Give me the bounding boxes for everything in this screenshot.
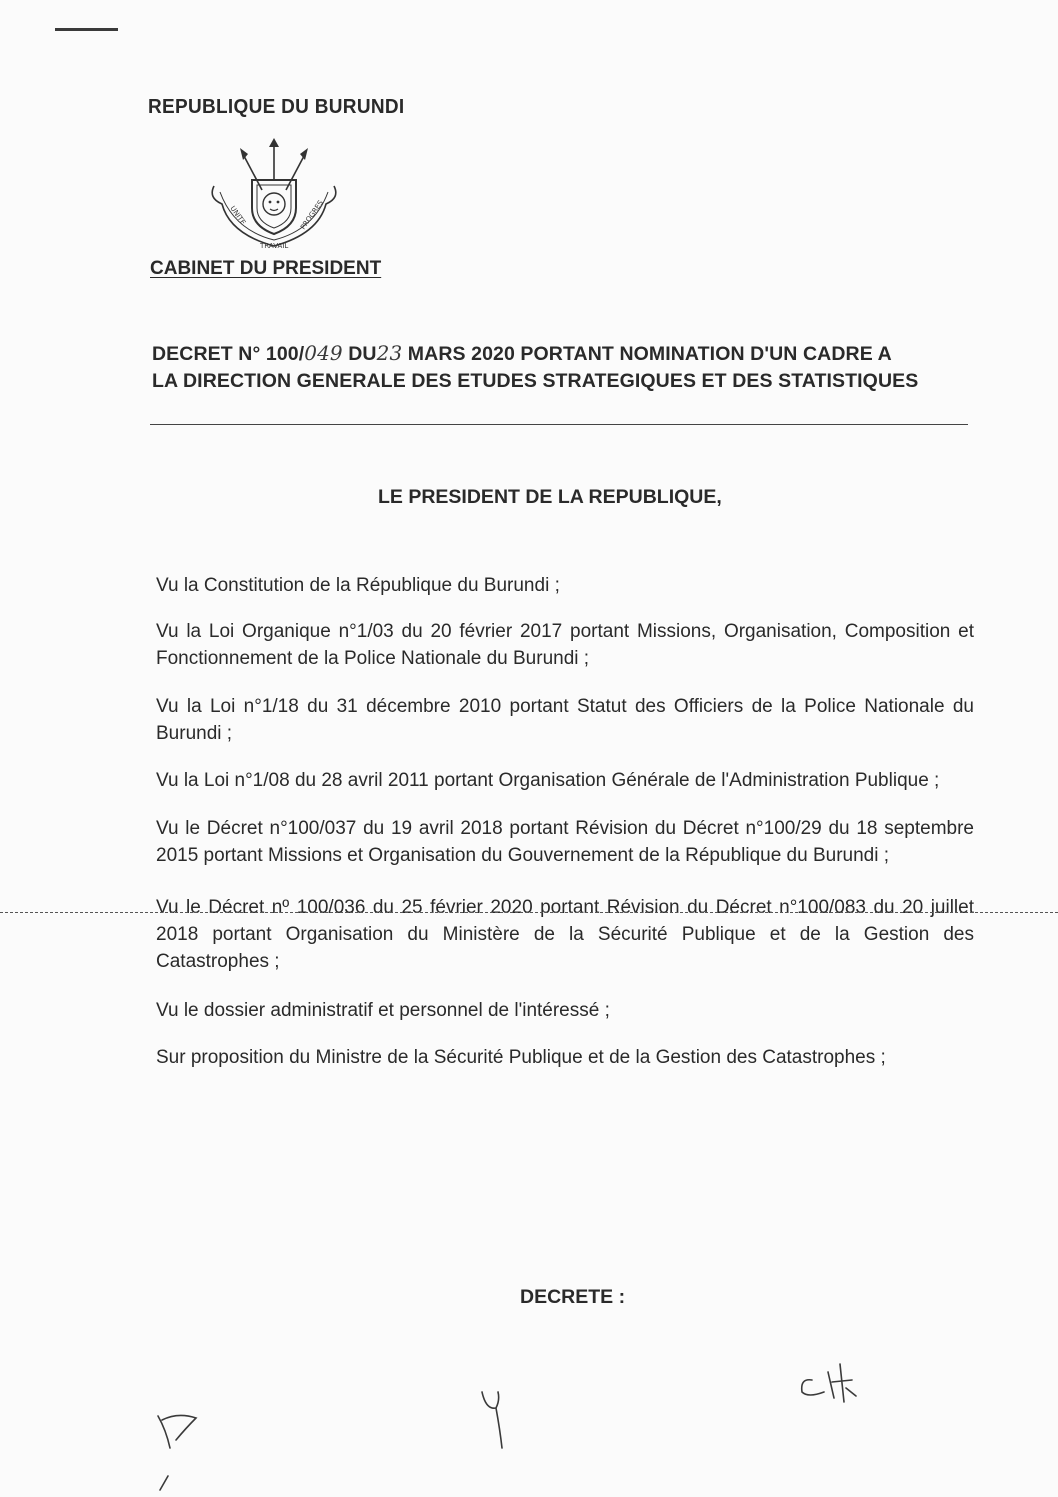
scan-mark <box>55 28 118 31</box>
consideration-ministry-decree: Vu le Décret nº 100/036 du 25 février 2020 portant Révision du Décret n°100/083 du 20 juillet 2018 portant Organisation du Ministère de la Sécurité Publique et de la Gestion des Catastrophes ; <box>156 897 974 972</box>
fold-line <box>0 912 1058 913</box>
considerations-list <box>156 572 974 1071</box>
decree-title <box>152 340 972 395</box>
consideration-administration-law: Vu la Loi n°1/08 du 28 avril 2011 portant Organisation Générale de l'Administration Publique ; <box>156 770 940 791</box>
initial-mark-right <box>802 1364 856 1402</box>
decree-title-rest: MARS 2020 PORTANT NOMINATION D'UN CADRE A <box>402 343 892 365</box>
preamble-heading: LE PRESIDENT DE LA REPUBLIQUE, <box>378 486 722 508</box>
initial-mark-left <box>158 1415 196 1490</box>
cabinet-heading: CABINET DU PRESIDENT <box>150 258 382 279</box>
decree-title-line-2: LA DIRECTION GENERALE DES ETUDES STRATEGIQUES ET DES STATISTIQUES <box>152 370 919 392</box>
handwritten-decree-number: 049 <box>304 341 343 365</box>
consideration-government-decree: Vu le Décret n°100/037 du 19 avril 2018 portant Révision du Décret n°100/29 du 18 septembre 2015 portant Missions et Organisation du Gouvernement de la République du Burundi ; <box>156 818 974 866</box>
consideration-constitution: Vu la Constitution de la République du Burundi ; <box>156 575 560 596</box>
decision-heading: DECRETE : <box>520 1286 626 1308</box>
consideration-minister-proposal: Sur proposition du Ministre de la Sécurité Publique et de la Gestion des Catastrophes ; <box>156 1047 886 1068</box>
coat-of-arms-emblem <box>200 138 348 256</box>
decree-title-line-1 <box>152 340 972 368</box>
svg-text:PROGRES: PROGRES <box>299 198 325 232</box>
initial-mark-center <box>482 1392 502 1448</box>
republic-heading: REPUBLIQUE DU BURUNDI <box>148 96 405 119</box>
decree-title-prefix: DECRET N° 100/ <box>152 343 305 365</box>
title-divider <box>150 424 968 425</box>
svg-text:UNITE: UNITE <box>228 204 248 227</box>
decree-title-middle: DU <box>342 343 377 365</box>
consideration-police-officers-law: Vu la Loi n°1/18 du 31 décembre 2010 portant Statut des Officiers de la Police Nationale du Burundi ; <box>156 696 974 744</box>
handwritten-decree-day: 23 <box>376 341 403 365</box>
consideration-personnel-file: Vu le dossier administratif et personnel de l'intéressé ; <box>156 1000 610 1021</box>
svg-text:TRAVAIL: TRAVAIL <box>260 242 289 250</box>
consideration-organic-law: Vu la Loi Organique n°1/03 du 20 février 2017 portant Missions, Organisation, Composition et Fonctionnement de la Police Nationale du Burundi ; <box>156 621 974 669</box>
